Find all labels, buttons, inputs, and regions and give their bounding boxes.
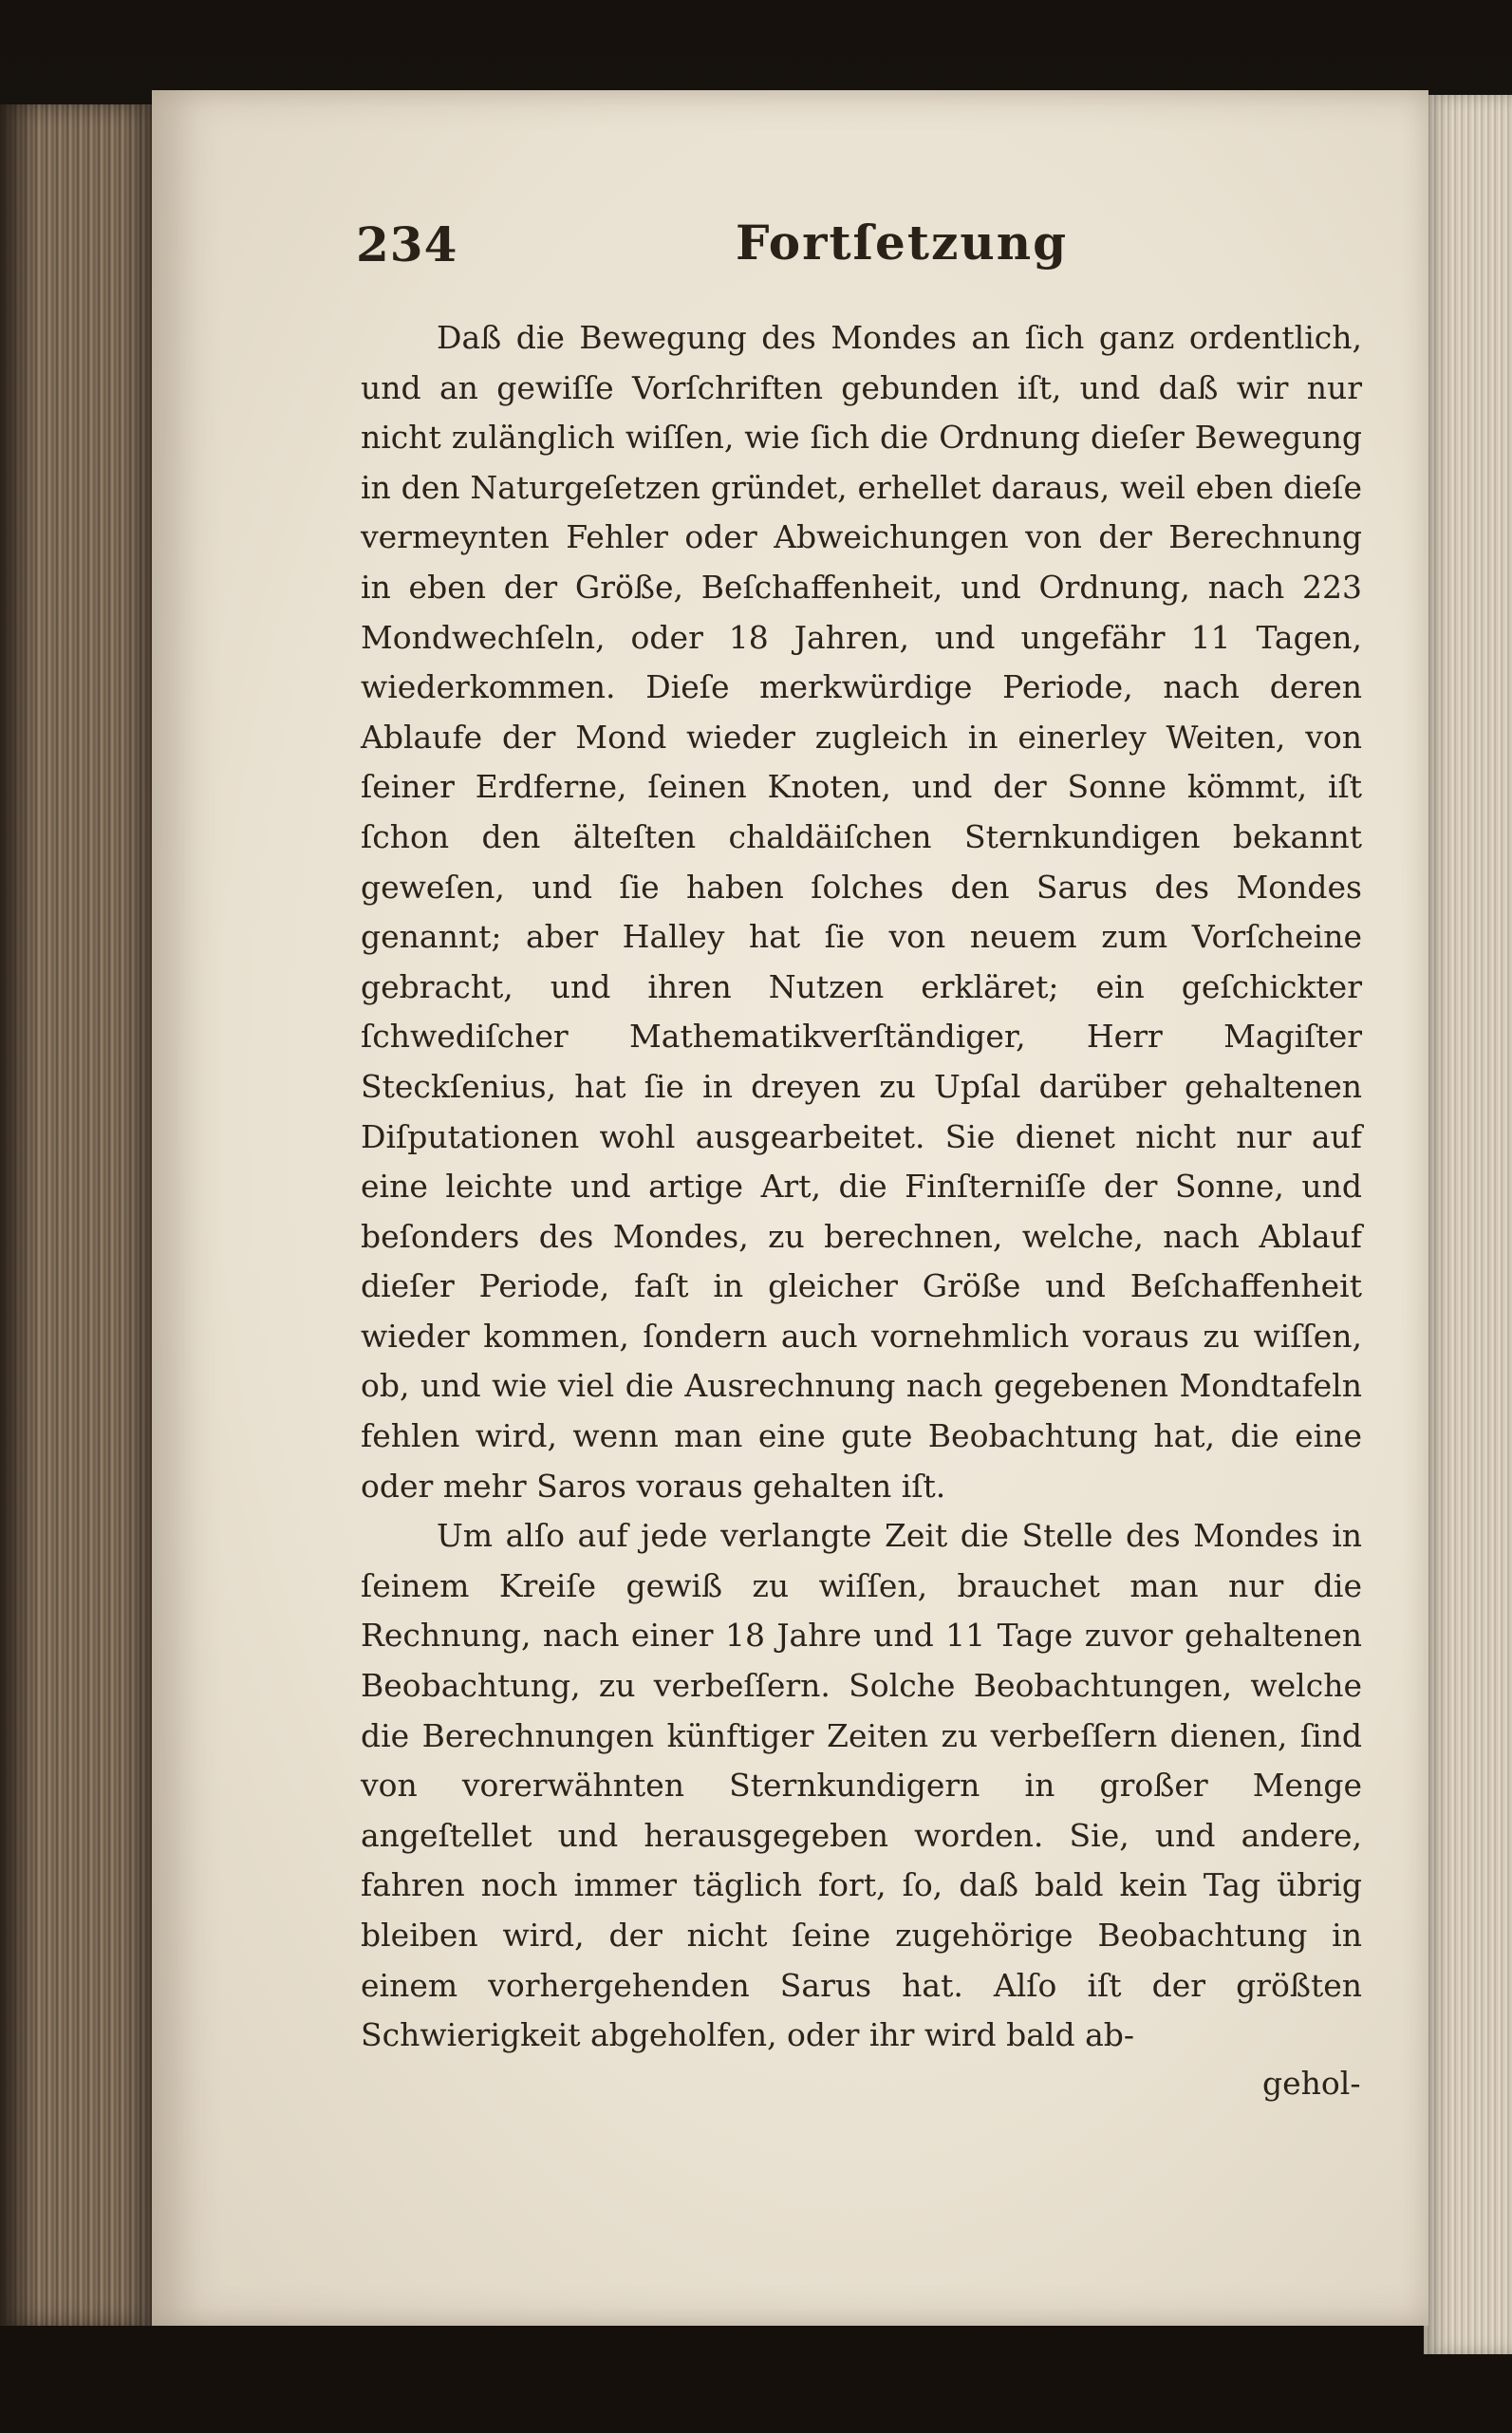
running-head: Fortſetzung — [736, 215, 1069, 271]
page-header — [356, 216, 1286, 292]
binding-shadow — [0, 104, 38, 2326]
paragraph-2: Um alſo auf jede verlangte Zeit die Stelle des Mondes in ſeinem Kreiſe gewiß zu wiſſen, brauchet man nur die Rechnung, nach einer 18 Jahre und 11 Tage zuvor gehaltenen Beobachtung, zu verbeſſern. Solche Beobachtungen, welche die Berechnungen künftiger Zeiten zu verbeſſern dienen, ſind von vorerwähnten Sternkundigern in großer Menge angeſtellet und herausgegeben worden. Sie, und andere, fahren noch immer täglich fort, ſo, daß bald kein Tag übrig bleiben wird, der nicht ſeine zugehörige Beobachtung in einem vorhergehenden Sarus hat. Alſo iſt der größten Schwierigkeit abgeholfen, oder ihr wird bald ab- — [361, 1517, 1362, 2054]
page-number: 234 — [356, 216, 458, 272]
catchword: gehol- — [1262, 2065, 1361, 2102]
right-page-edges — [1424, 95, 1512, 2354]
body-text — [361, 313, 1362, 2061]
paragraph-1: Daß die Bewegung des Mondes an ſich ganz ordentlich, und an gewiſſe Vorſchriften gebunden iſt, und daß wir nur nicht zulänglich wiſſen, wie ſich die Ordnung dieſer Bewegung in den Naturgeſetzen gründet, erhellet daraus, weil eben dieſe vermeynten Fehler oder Abweichungen von der Berechnung in eben der Größe, Beſchaffenheit, und Ordnung, nach 223 Mondwechſeln, oder 18 Jahren, und ungefähr 11 Tagen, wiederkommen. Dieſe merkwürdige Periode, nach deren Ablaufe der Mond wieder zugleich in einerley Weiten, von ſeiner Erdferne, ſeinen Knoten, und der Sonne kömmt, iſt ſchon den älteſten chaldäiſchen Sternkundigen bekannt geweſen, und ſie haben ſolches den Sarus des Mondes genannt; aber Halley hat ſie von neuem zum Vorſcheine gebracht, und ihren Nutzen erkläret; ein geſchickter ſchwediſcher Mathematikverſtändiger, Herr Magiſter Steckſenius, hat ſie in dreyen zu Upſal darüber gehaltenen Diſputationen wohl ausgearbeitet. Sie dienet nicht nur auf eine leichte und artige Art, die Finſterniſſe der Sonne, und beſonders des Mondes, zu berechnen, welche, nach Ablauf dieſer Periode, faſt in gleicher Größe und Beſchaffenheit wieder kommen, ſondern auch vornehmlich voraus zu wiſſen, ob, und wie viel die Ausrechnung nach gegebenen Mondtafeln fehlen wird, wenn man eine gute Beobachtung hat, die eine oder mehr Saros voraus gehalten iſt. — [361, 319, 1362, 1505]
